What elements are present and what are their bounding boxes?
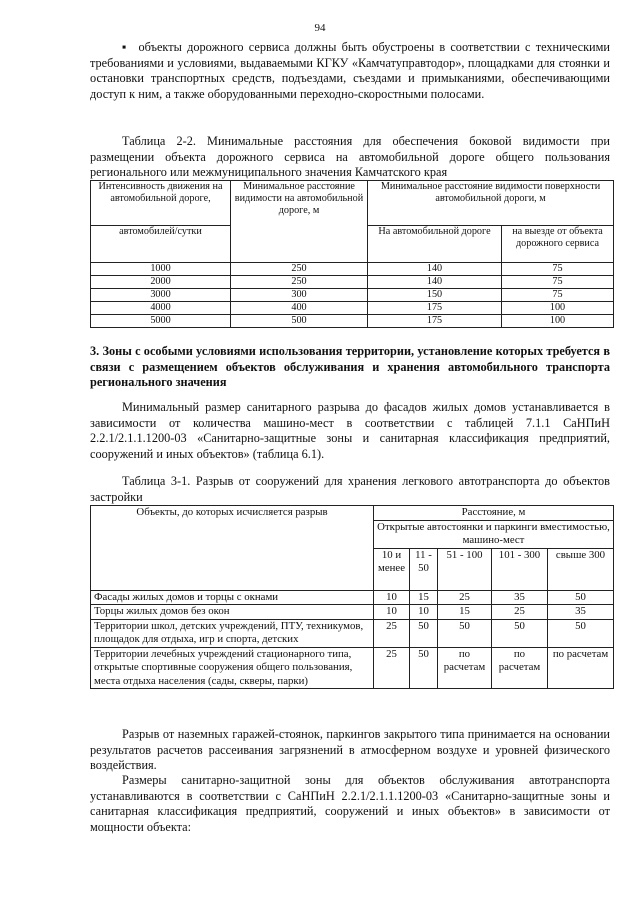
table-cell: 75 bbox=[502, 263, 614, 276]
table-cell: Территории школ, детских учреждений, ПТУ, техникумов, площадок для отдыха, игр и спорта, детских bbox=[91, 619, 374, 647]
garages-paragraph: Разрыв от наземных гаражей-стоянок, паркингов закрытого типа принимается на основании результатов расчетов рассеивания загрязнений в атмосферном воздухе и уровней физического воздействия. bbox=[90, 727, 610, 772]
table1-header-intensity-unit: автомобилей/сутки bbox=[91, 226, 231, 263]
table-cell: 15 bbox=[438, 605, 492, 620]
table2-header-open-parking: Открытые автостоянки и паркинги вместимостью, машино-мест bbox=[374, 520, 614, 548]
table-cell: 400 bbox=[231, 302, 368, 315]
table-cell: 75 bbox=[502, 276, 614, 289]
table-cell: 25 bbox=[492, 605, 548, 620]
table-row bbox=[91, 619, 614, 647]
table-cell: 500 bbox=[231, 315, 368, 328]
table-cell: 50 bbox=[438, 619, 492, 647]
table2-header-col: 101 - 300 bbox=[492, 548, 548, 590]
table-cell: 25 bbox=[438, 590, 492, 605]
table-row bbox=[91, 315, 614, 328]
table2-caption: Таблица 3-1. Разрыв от сооружений для хранения легкового автотранспорта до объектов застройки bbox=[90, 474, 610, 504]
table-cell: 140 bbox=[368, 276, 502, 289]
table1-header-road-visibility: Минимальное расстояние видимости на автомобильной дороге, м bbox=[231, 181, 368, 263]
bullet-text: объекты дорожного сервиса должны быть обустроены в соответствии с техническими требованиями и условиями, выдаваемыми КГКУ «Камчатуправтодор», площадками для стоянки и остановки транспортных средств, подъездами, съездами и примыканиями, обеспечивающими доступ к ним, а также оборудованными переходно-скоростными полосами. bbox=[90, 40, 610, 101]
table1-header-on-road: На автомобильной дороге bbox=[368, 226, 502, 263]
table1-header-surface-visibility: Минимальное расстояние видимости поверхности автомобильной дороги, м bbox=[368, 181, 614, 226]
table2-header-col: 10 и менее bbox=[374, 548, 410, 590]
table-cell: 1000 bbox=[91, 263, 231, 276]
table-row bbox=[91, 289, 614, 302]
table-cell: 100 bbox=[502, 302, 614, 315]
table1-header-intensity: Интенсивность движения на автомобильной дороге, bbox=[91, 181, 231, 226]
gap-table bbox=[90, 505, 614, 689]
table-cell: 175 bbox=[368, 302, 502, 315]
table-cell: 100 bbox=[502, 315, 614, 328]
table-cell: 4000 bbox=[91, 302, 231, 315]
table2-header-distance: Расстояние, м bbox=[374, 506, 614, 521]
table-cell: 300 bbox=[231, 289, 368, 302]
table-row bbox=[91, 647, 614, 689]
table-row bbox=[91, 302, 614, 315]
table-cell: 250 bbox=[231, 276, 368, 289]
table-cell: 2000 bbox=[91, 276, 231, 289]
table-cell: 5000 bbox=[91, 315, 231, 328]
table-cell: 50 bbox=[492, 619, 548, 647]
table-row bbox=[91, 276, 614, 289]
table1-header-exit: на выезде от объекта дорожного сервиса bbox=[502, 226, 614, 263]
table-cell: 15 bbox=[410, 590, 438, 605]
table-row bbox=[91, 590, 614, 605]
table-cell: 250 bbox=[231, 263, 368, 276]
table-cell: Территории лечебных учреждений стационарного типа, открытые спортивные сооружения общего пользования, места отдыха населения (сады, скверы, парки) bbox=[91, 647, 374, 689]
table-cell: Фасады жилых домов и торцы с окнами bbox=[91, 590, 374, 605]
table-cell: по расчетам bbox=[492, 647, 548, 689]
table-cell: 3000 bbox=[91, 289, 231, 302]
table-cell: 35 bbox=[492, 590, 548, 605]
table-cell: 25 bbox=[374, 647, 410, 689]
table-cell: 10 bbox=[410, 605, 438, 620]
table-cell: по расчетам bbox=[548, 647, 614, 689]
table-cell: по расчетам bbox=[438, 647, 492, 689]
table-cell: 25 bbox=[374, 619, 410, 647]
table-cell: 50 bbox=[548, 590, 614, 605]
table-cell: 175 bbox=[368, 315, 502, 328]
table-cell: 50 bbox=[410, 647, 438, 689]
table-cell: 10 bbox=[374, 590, 410, 605]
table-cell: Торцы жилых домов без окон bbox=[91, 605, 374, 620]
szz-paragraph: Размеры санитарно-защитной зоны для объектов обслуживания автотранспорта устанавливаются в соответствии с СаНПиН 2.2.1/2.1.1.1200-03 «Санитарно-защитные зоны и санитарная классификация предприятий, сооружений и иных объектов» в зависимости от мощности объекта: bbox=[90, 773, 610, 834]
bullet-icon: ▪ bbox=[122, 40, 129, 54]
table-cell: 50 bbox=[548, 619, 614, 647]
table1-caption: Таблица 2-2. Минимальные расстояния для обеспечения боковой видимости при размещении объекта дорожного сервиса на автомобильной дороге общего пользования регионального или межмуниципального значения Камчатского края bbox=[90, 134, 610, 179]
table-cell: 150 bbox=[368, 289, 502, 302]
table2-header-col: свыше 300 bbox=[548, 548, 614, 590]
table2-header-col: 11 - 50 bbox=[410, 548, 438, 590]
page-number: 94 bbox=[314, 22, 326, 34]
bullet-paragraph bbox=[90, 40, 610, 102]
section-3-heading: 3. Зоны с особыми условиями использования территории, установление которых требуется в связи с размещением объектов обслуживания и хранения автомобильного транспорта регионального значения bbox=[90, 344, 610, 389]
table-cell: 75 bbox=[502, 289, 614, 302]
table-cell: 35 bbox=[548, 605, 614, 620]
table2-header-col: 51 - 100 bbox=[438, 548, 492, 590]
table-cell: 10 bbox=[374, 605, 410, 620]
table-cell: 140 bbox=[368, 263, 502, 276]
table-cell: 50 bbox=[410, 619, 438, 647]
table-row bbox=[91, 263, 614, 276]
table-row bbox=[91, 605, 614, 620]
table2-header-objects: Объекты, до которых исчисляется разрыв bbox=[91, 506, 374, 591]
sanitary-gap-paragraph: Минимальный размер санитарного разрыва до фасадов жилых домов устанавливается в зависимости от количества машино-мест в соответствии с таблицей 7.1.1 СаНПиН 2.2.1/2.1.1.1200-03 «Санитарно-защитные зоны и санитарная классификация предприятий, сооружений и иных объектов» (таблица 6.1). bbox=[90, 400, 610, 461]
visibility-table bbox=[90, 180, 614, 328]
